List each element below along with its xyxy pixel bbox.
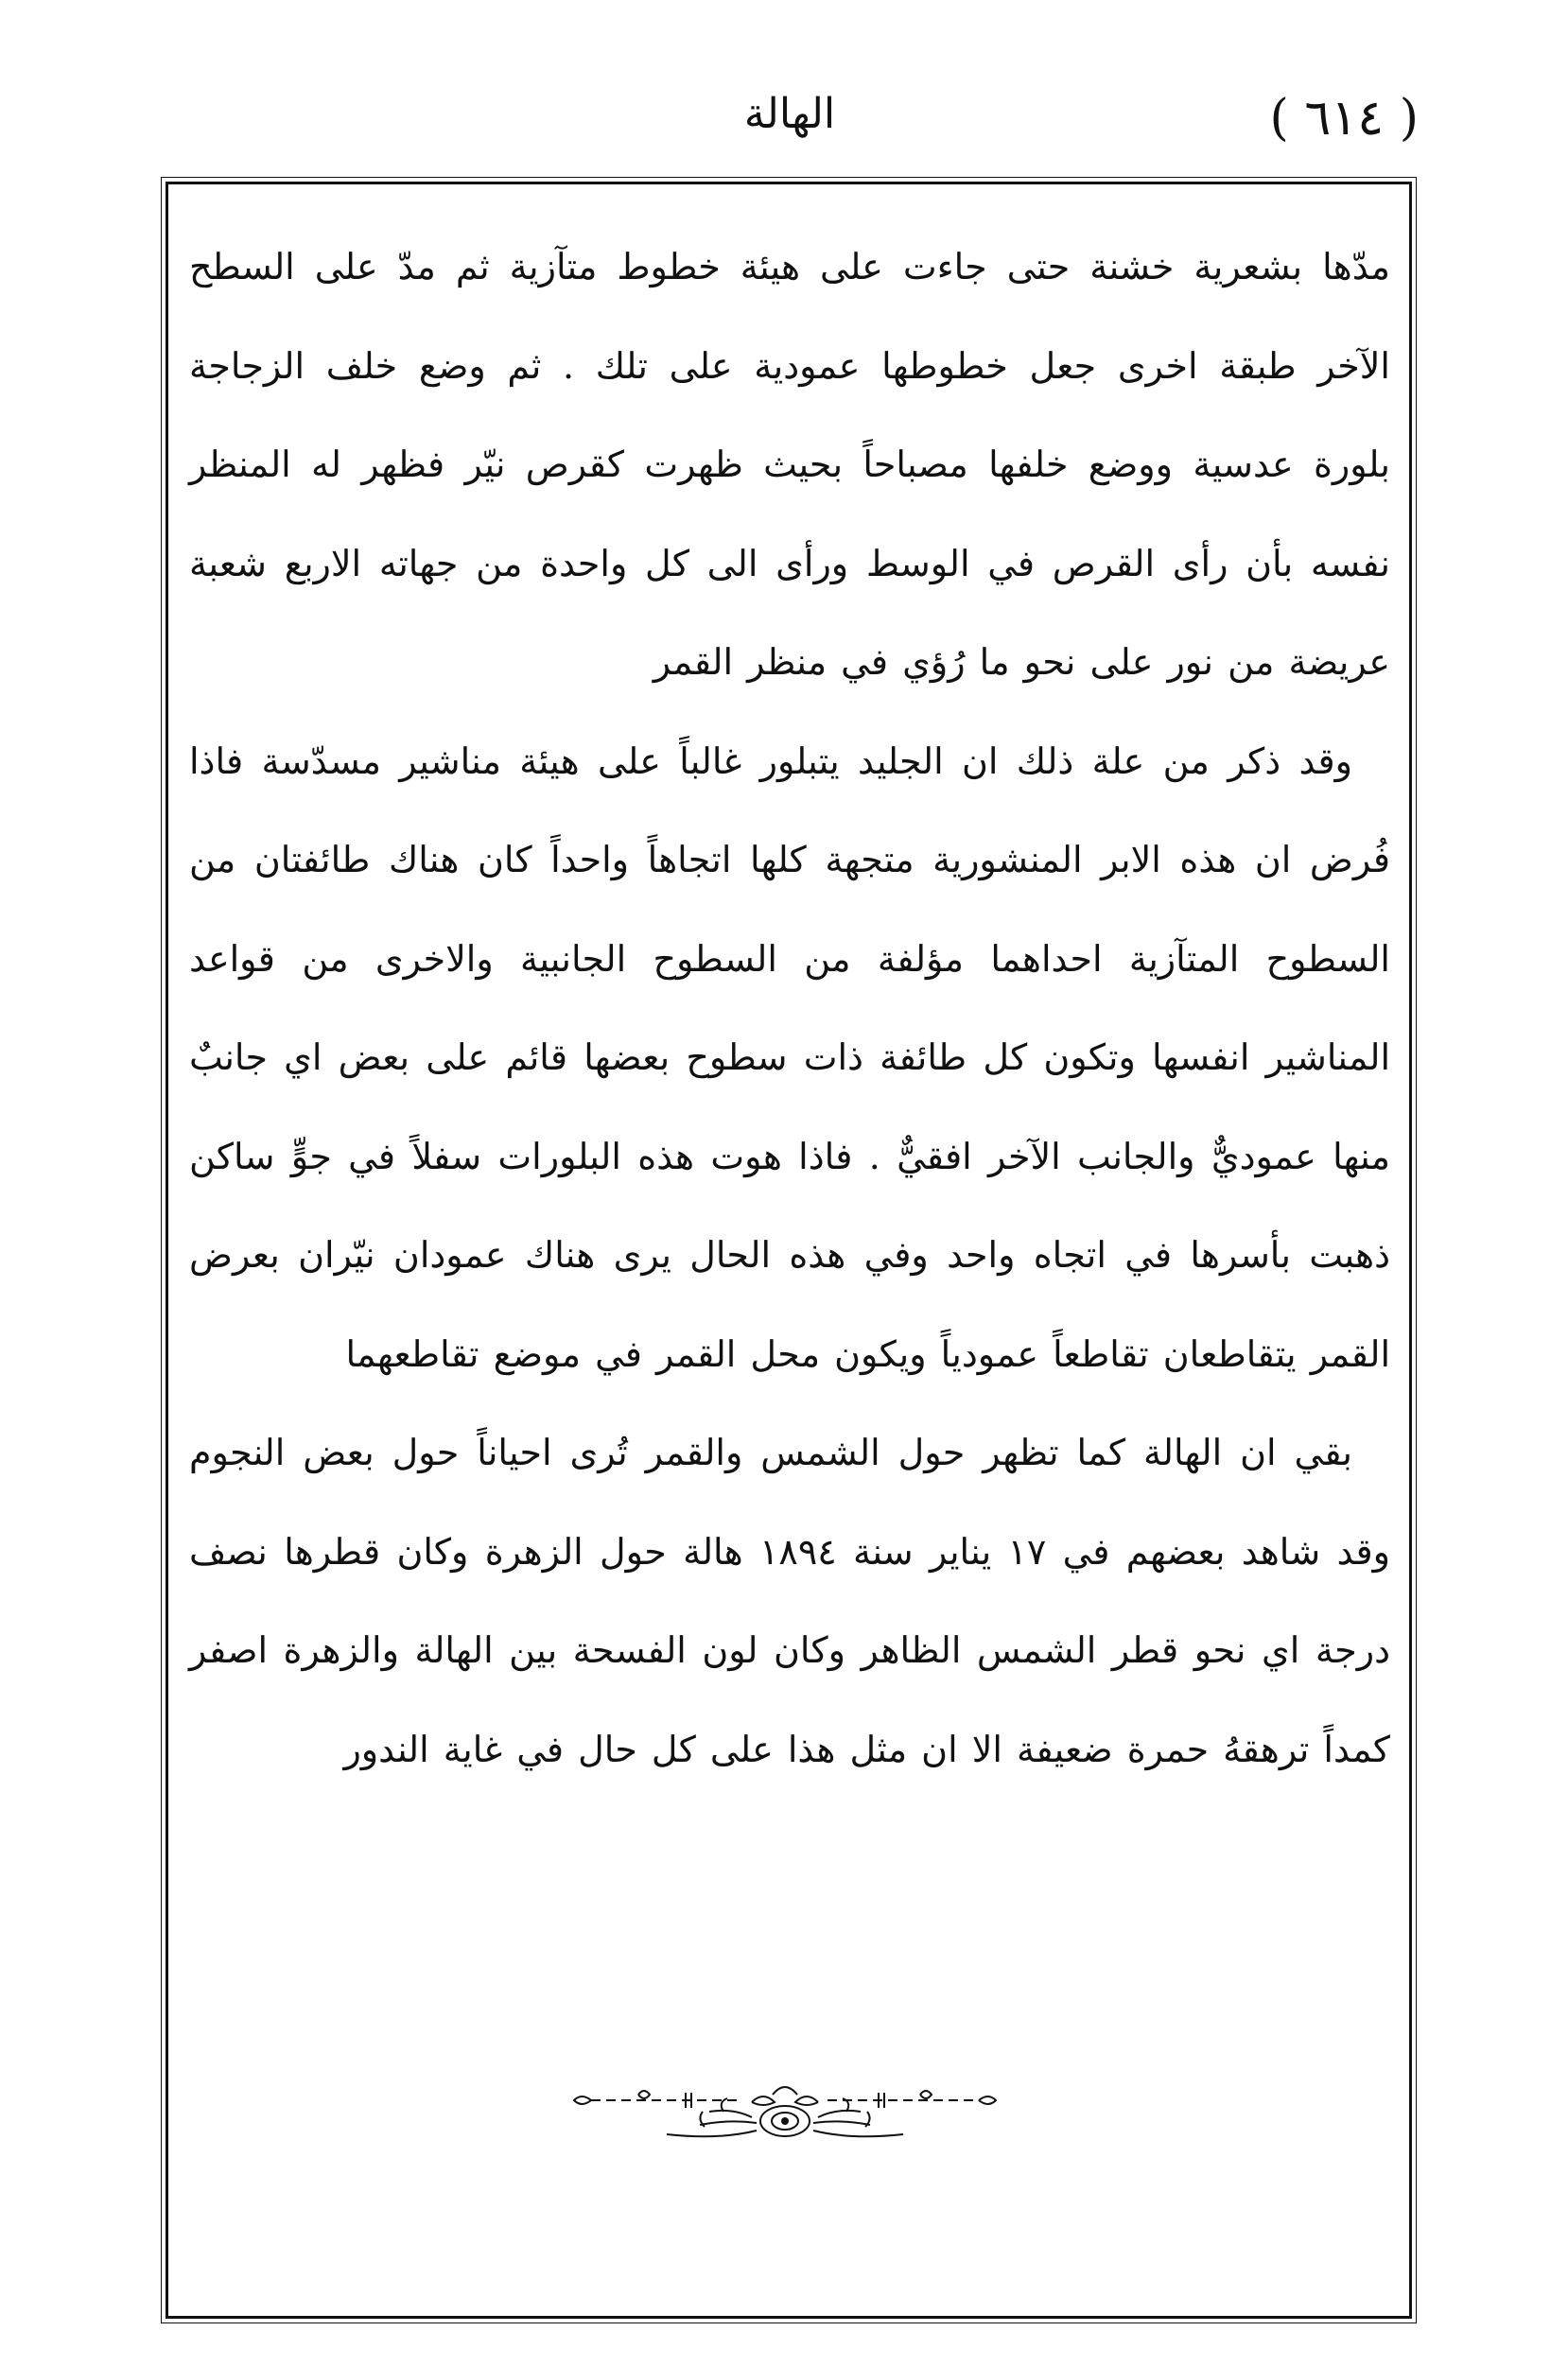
running-title: الهالة [743, 90, 836, 138]
floral-tailpiece-ornament-icon [563, 2076, 1007, 2147]
paragraph-1: مدّها بشعرية خشنة حتى جاءت على هيئة خطوط متآزية ثم مدّ على السطح الآخر طبقة اخرى جعل خطوطها عمودية على تلك . ثم وضع خلف الزجاجة بلورة عدسية ووضع خلفها مصباحاً بحيث ظهرت كقرص نيّر فظهر له المنظر نفسه بأن رأى القرص في الوسط ورأى الى كل واحدة من جهاته الاربع شعبة عريضة من نور على نحو ما رُؤي في منظر القمر [189, 246, 1390, 683]
page-number: ( ٦١٤ ) [1269, 90, 1419, 147]
paragraph-3: بقي ان الهالة كما تظهر حول الشمس والقمر تُرى احياناً حول بعض النجوم وقد شاهد بعضهم في ١٧ يناير سنة ١٨٩٤ هالة حول الزهرة وكان قطرها نصف درجة اي نحو قطر الشمس الظاهر وكان لون الفسحة بين الهالة والزهرة اصفر كمداً ترهقهُ حمرة ضعيفة الا ان مثل هذا على كل حال في غاية الندور [189, 1432, 1390, 1770]
paragraph-2: وقد ذكر من علة ذلك ان الجليد يتبلور غالباً على هيئة مناشير مسدّسة فاذا فُرض ان هذه الابر المنشورية متجهة كلها اتجاهاً واحداً كان هناك طائفتان من السطوح المتآزية احداهما مؤلفة من السطوح الجانبية والاخرى من قواعد المناشير انفسها وتكون كل طائفة ذات سطوح بعضها قائم على بعض اي جانبٌ منها عموديٌّ والجانب الآخر افقيٌّ . فاذا هوت هذه البلورات سفلاً في جوٍّ ساكن ذهبت بأسرها في اتجاه واحد وفي هذه الحال يرى هناك عمودان نيّران بعرض القمر يتقاطعان تقاطعاً عمودياً ويكون محل القمر في موضع تقاطعهما [189, 739, 1390, 1375]
body-text [189, 217, 1390, 1799]
page-header [161, 90, 1419, 165]
